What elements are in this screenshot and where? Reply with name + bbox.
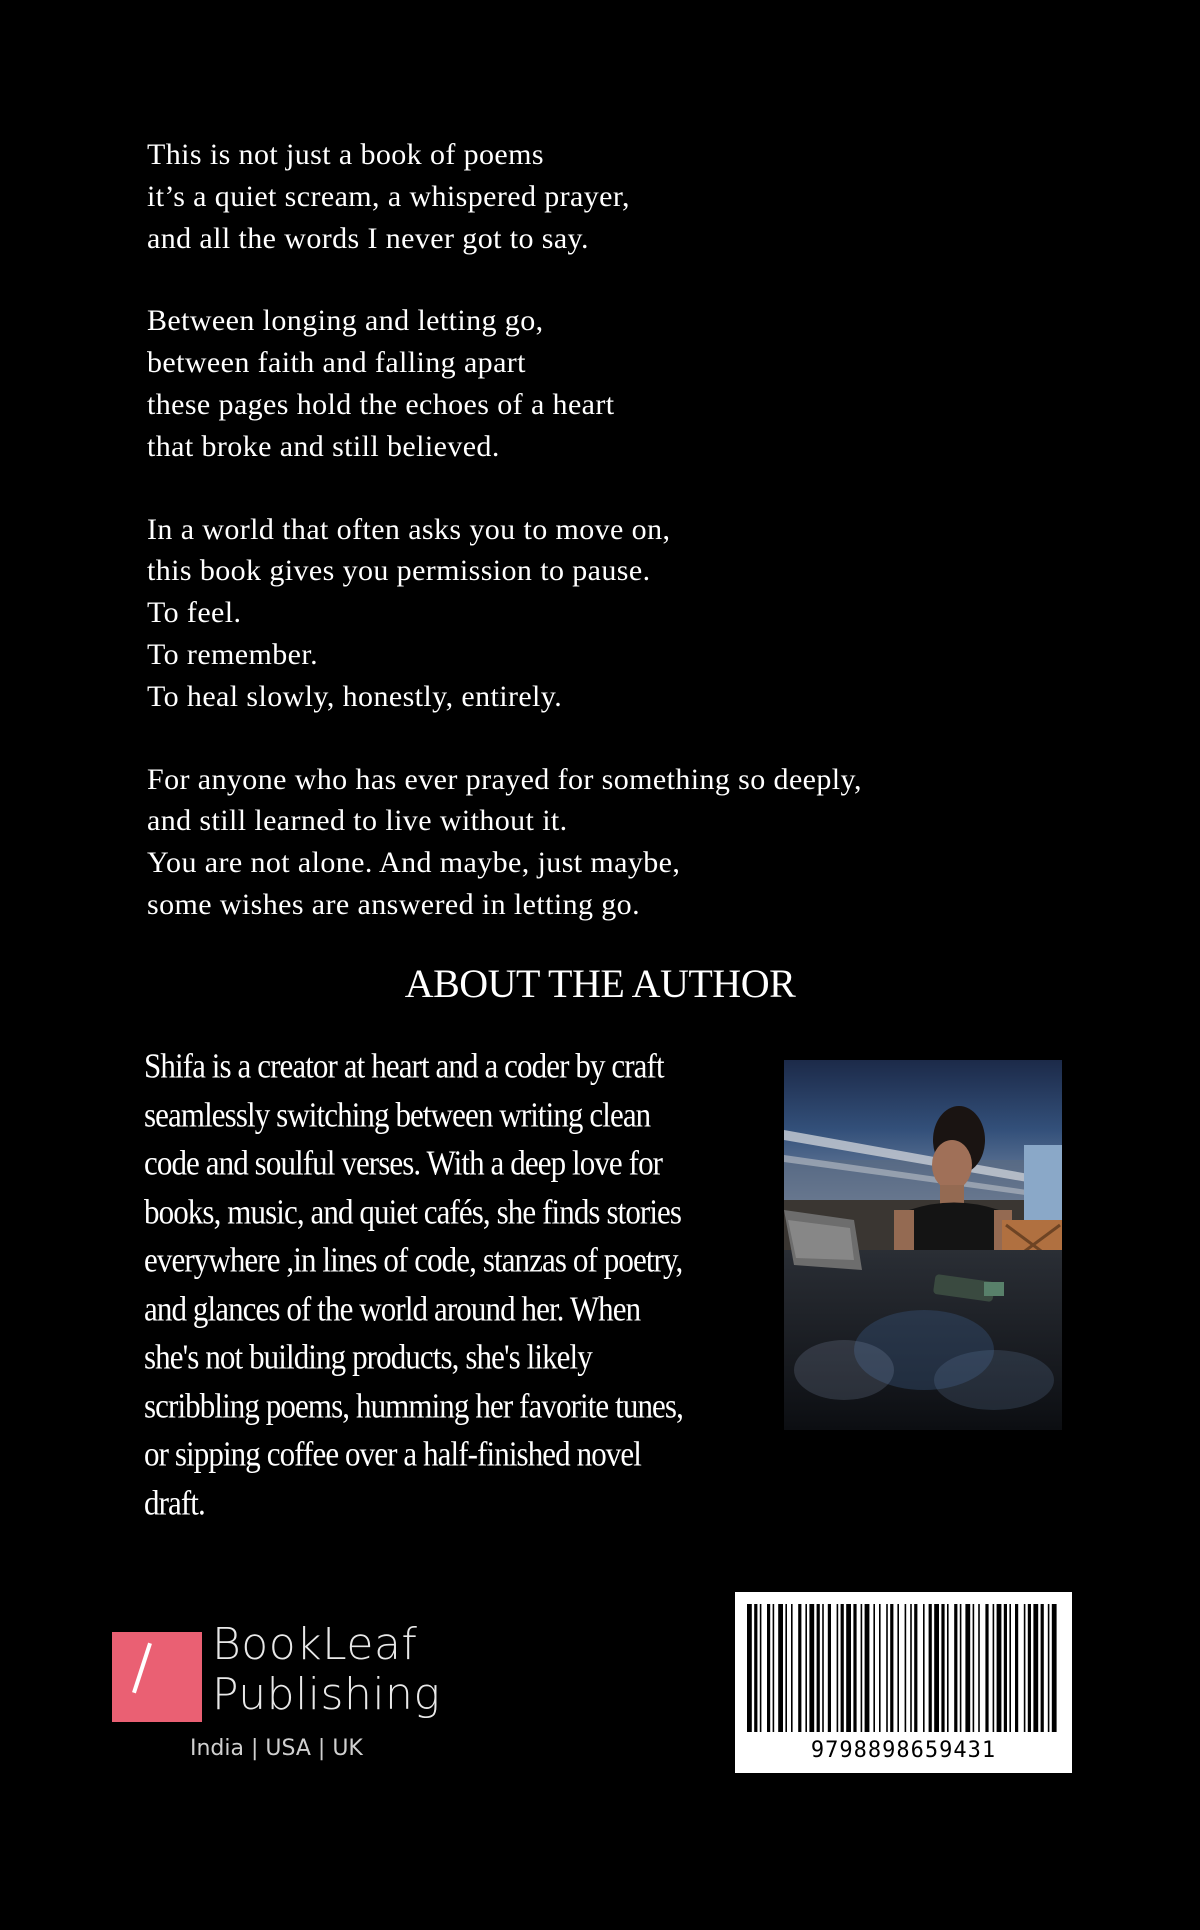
blurb-stanza-2 [147,300,1087,467]
barcode-bar [822,1604,824,1732]
barcode-bar [1015,1604,1018,1732]
blurb-line: it’s a quiet scream, a whispered prayer, [147,179,630,213]
barcode-bar [954,1604,957,1732]
barcode-bar [865,1604,870,1732]
barcode-bar [934,1604,939,1732]
blurb-line: and still learned to live without it. [147,804,568,838]
slash-icon [132,1643,152,1694]
barcode-bar [929,1604,932,1732]
barcode-bar [817,1604,820,1732]
barcode-bar [773,1604,775,1732]
bio-line: everywhere ,in lines of code, stanzas of poetry, [144,1239,683,1280]
isbn-barcode [735,1592,1072,1773]
bio-line: or sipping coffee over a half-finished novel [144,1433,641,1474]
blurb-line: this book gives you permission to pause. [147,554,651,588]
blurb-line: To heal slowly, honestly, entirely. [147,679,563,713]
barcode-bar [985,1604,988,1732]
publisher-regions: India | USA | UK [190,1736,363,1761]
logo-square-icon [112,1632,202,1722]
blurb-stanza-1 [147,134,1087,259]
bio-line: scribbling poems, humming her favorite tunes, [144,1385,683,1425]
barcode-bar [841,1604,844,1732]
barcode-bar [853,1604,856,1732]
bio-line: she's not building products, she's likely [144,1336,592,1377]
blurb-line: some wishes are answered in letting go. [147,887,640,921]
publisher-logo [112,1619,452,1778]
barcode-bar [947,1604,949,1732]
blurb-line: these pages hold the echoes of a heart [147,387,615,421]
barcode-bar [846,1604,851,1732]
bio-line: draft. [144,1482,205,1522]
barcode-bar [978,1604,980,1732]
barcode-bar [1028,1604,1031,1732]
publisher-name [212,1620,440,1720]
barcode-bar [873,1604,875,1732]
barcode-bar [1004,1604,1007,1732]
bio-line: Shifa is a creator at heart and a coder by craft [144,1045,664,1086]
barcode-bar [754,1604,757,1732]
blurb-line: You are not alone. And maybe, just maybe, [147,846,681,880]
blurb-text [147,134,1087,967]
barcode-bar [809,1604,814,1732]
blurb-line: Between longing and letting go, [147,304,544,338]
barcode-bar [805,1604,807,1732]
blurb-line: To remember. [147,637,318,671]
barcode-bar [861,1604,863,1732]
barcode-bar [1052,1604,1057,1732]
barcode-bar [905,1604,907,1732]
barcode-bar [960,1604,962,1732]
barcode-bar [886,1604,888,1732]
blurb-line: This is not just a book of poems [147,138,544,171]
publisher-name-line1: BookLeaf [212,1619,418,1670]
barcode-bar [879,1604,881,1732]
barcode-bar [1009,1604,1011,1732]
barcode-bar [785,1604,787,1732]
blurb-stanza-4 [147,759,1087,926]
blurb-line: To feel. [147,596,242,630]
barcode-bar [941,1604,944,1732]
barcode-bar [923,1604,925,1732]
barcode-bar [1041,1604,1044,1732]
barcode-bar [828,1604,831,1732]
barcode-bar [1048,1604,1050,1732]
barcode-bar [798,1604,801,1732]
blurb-line: For anyone who has ever prayed for something so deeply, [147,762,862,796]
barcode-bar [914,1604,917,1732]
barcode-bar [890,1604,893,1732]
barcode-bar [973,1604,975,1732]
blurb-line: that broke and still believed. [147,429,500,463]
bio-line: and glances of the world around her. When [144,1288,641,1328]
barcode-bar [965,1604,970,1732]
blurb-line: In a world that often asks you to move on, [147,512,671,546]
bio-line: books, music, and quiet cafés, she finds stories [144,1191,682,1231]
barcode-bar [1033,1604,1038,1732]
about-author-heading: ABOUT THE AUTHOR [404,961,796,1006]
bio-line: seamlessly switching between writing clean [144,1094,651,1134]
isbn-number: 9798898659431 [810,1738,997,1763]
barcode-bar [910,1604,912,1732]
bio-line: code and soulful verses. With a deep love for [144,1142,663,1183]
publisher-name-line2: Publishing [212,1669,441,1720]
barcode-bar [747,1604,752,1732]
blurb-stanza-3 [147,509,1087,718]
author-bio [144,1042,794,1527]
barcode-bar [837,1604,839,1732]
barcode-bar [993,1604,995,1732]
author-photo [784,1060,1062,1430]
blurb-line: and all the words I never got to say. [147,221,589,255]
barcode-bar [997,1604,1002,1732]
barcode-bar [791,1604,793,1732]
barcode-bar [767,1604,770,1732]
barcode-bar [897,1604,899,1732]
barcode-bar [1024,1604,1026,1732]
barcode-bar [778,1604,783,1732]
blurb-line: between faith and falling apart [147,346,526,380]
barcode-bar [760,1604,762,1732]
